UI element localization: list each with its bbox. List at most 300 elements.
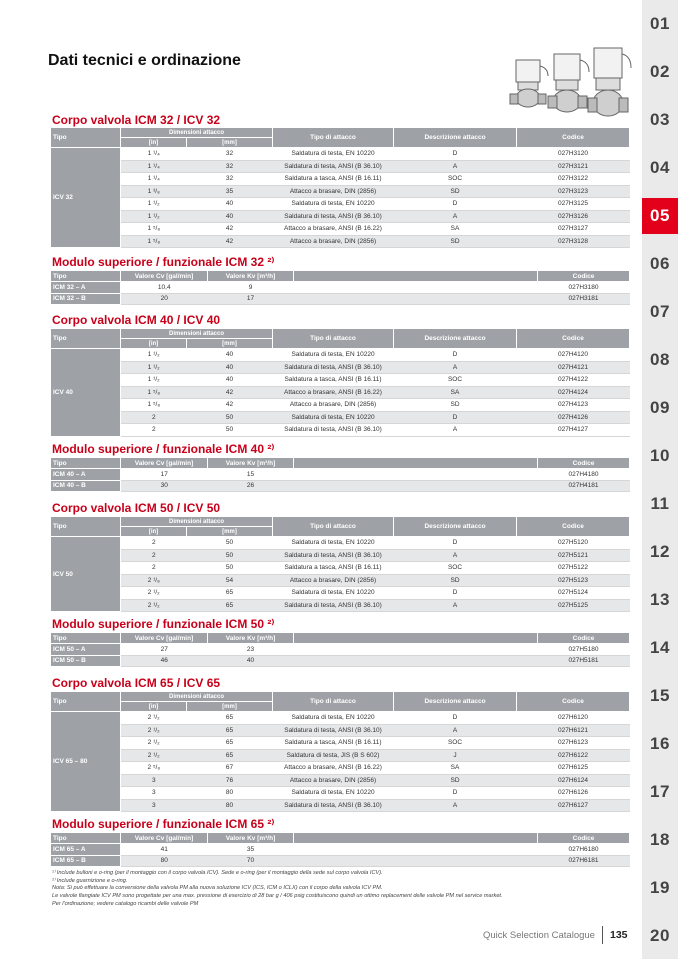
cell-desc: SOC <box>394 173 517 186</box>
cell-kv: 23 <box>208 644 294 656</box>
table-row <box>51 235 630 248</box>
section-title-mod50: Modulo superiore / funzionale ICM 50 ²⁾ <box>52 617 275 631</box>
col-header-kv: Valore Kv [m³/h] <box>208 271 294 282</box>
cell-codice: 027H4126 <box>517 411 630 424</box>
chapter-tab-15[interactable]: 15 <box>650 686 670 705</box>
cell-cv: 10,4 <box>121 282 208 294</box>
cell-attacco: Saldatura di testa, JIS (B S 602) <box>273 749 394 762</box>
cell-mm: 50 <box>187 537 273 550</box>
cell-blank <box>294 469 538 481</box>
cell-kv: 40 <box>208 655 294 667</box>
col-header-mm: [mm] <box>187 339 273 349</box>
table-row <box>51 210 630 223</box>
cell-mm: 54 <box>187 574 273 587</box>
col-header-tipo: Tipo <box>51 517 121 537</box>
cell-desc: D <box>394 411 517 424</box>
chapter-tab-19[interactable]: 19 <box>650 878 670 897</box>
cell-codice: 027H3180 <box>538 282 630 294</box>
row-type-label: ICV 65 – 80 <box>51 712 121 812</box>
cell-kv: 15 <box>208 469 294 481</box>
cell-desc: SOC <box>394 737 517 750</box>
col-header-tipo-attacco: Tipo di attacco <box>273 692 394 712</box>
cell-codice: 027H6125 <box>517 762 630 775</box>
col-header-codice: Codice <box>517 692 630 712</box>
chapter-tab-17[interactable]: 17 <box>650 782 670 801</box>
table-row <box>51 737 630 750</box>
cell-attacco: Attacco a brasare, DIN (2856) <box>273 774 394 787</box>
module-table-icm65 <box>50 832 630 867</box>
cell-desc: SD <box>394 235 517 248</box>
chapter-tab-18[interactable]: 18 <box>650 830 670 849</box>
cell-attacco: Attacco a brasare, DIN (2856) <box>273 399 394 412</box>
table-row <box>51 599 630 612</box>
cell-in: 2 ⁵/₈ <box>121 762 187 775</box>
chapter-tab-11[interactable]: 11 <box>650 494 670 513</box>
cell-mm: 50 <box>187 562 273 575</box>
module-table-icm50 <box>50 632 630 667</box>
cell-mm: 65 <box>187 712 273 725</box>
col-header-kv: Valore Kv [m³/h] <box>208 633 294 644</box>
row-type-label: ICV 32 <box>51 148 121 248</box>
cell-codice: 027H4121 <box>517 361 630 374</box>
cell-codice: 027H6127 <box>517 799 630 812</box>
cell-attacco: Attacco a brasare, ANSI (B 16.22) <box>273 223 394 236</box>
cell-desc: D <box>394 148 517 161</box>
col-header-blank <box>294 458 538 469</box>
cell-tipo: ICM 32 – B <box>51 293 121 305</box>
col-header-codice: Codice <box>538 458 630 469</box>
col-header-in: [in] <box>121 138 187 148</box>
page-number: 135 <box>610 929 628 941</box>
cell-mm: 42 <box>187 399 273 412</box>
header-row <box>51 692 630 702</box>
cell-in: 2 ¹/₈ <box>121 574 187 587</box>
cell-in: 1 ⁵/₈ <box>121 223 187 236</box>
table-row <box>51 374 630 387</box>
cell-in: 1 ¹/₂ <box>121 361 187 374</box>
section-title-mod32: Modulo superiore / funzionale ICM 32 ²⁾ <box>52 255 275 269</box>
cell-mm: 50 <box>187 424 273 437</box>
cell-tipo: ICM 65 – A <box>51 844 121 856</box>
cell-desc: A <box>394 210 517 223</box>
col-header-tipo: Tipo <box>51 458 121 469</box>
cell-attacco: Attacco a brasare, ANSI (B 16.22) <box>273 762 394 775</box>
chapter-tab-14[interactable]: 14 <box>650 638 670 657</box>
chapter-tab-06[interactable]: 06 <box>650 254 670 273</box>
col-header-descrizione: Descrizione attacco <box>394 128 517 148</box>
cell-codice: 027H4181 <box>538 480 630 492</box>
cell-mm: 42 <box>187 223 273 236</box>
cell-desc: SA <box>394 386 517 399</box>
table-row <box>51 386 630 399</box>
section-title-icm50: Corpo valvola ICM 50 / ICV 50 <box>52 501 221 515</box>
cell-codice: 027H3123 <box>517 185 630 198</box>
spec-table-icm65 <box>50 691 630 812</box>
section-title-mod40: Modulo superiore / funzionale ICM 40 ²⁾ <box>52 442 275 456</box>
cell-desc: SOC <box>394 562 517 575</box>
col-header-tipo-attacco: Tipo di attacco <box>273 517 394 537</box>
cell-desc: SD <box>394 574 517 587</box>
spec-table-icm40 <box>50 328 630 437</box>
table-row <box>51 549 630 562</box>
chapter-tab-02[interactable]: 02 <box>650 62 670 81</box>
cell-desc: J <box>394 749 517 762</box>
footnote-4: Le valvole flangiate ICV PM sono progettate per una max. pressione di esercizio di 28 bar g / 406 psig costituiscono quindi un ottimo replacement delle valvole PM nel service market. <box>52 893 503 900</box>
cell-in: 2 <box>121 562 187 575</box>
table-row <box>51 469 630 481</box>
cell-desc: D <box>394 787 517 800</box>
col-header-tipo: Tipo <box>51 329 121 349</box>
cell-in: 2 ¹/₂ <box>121 587 187 600</box>
cell-desc: SA <box>394 223 517 236</box>
cell-codice: 027H3127 <box>517 223 630 236</box>
table-row <box>51 787 630 800</box>
cell-attacco: Saldatura di testa, ANSI (B 36.10) <box>273 210 394 223</box>
cell-codice: 027H3120 <box>517 148 630 161</box>
section-title-icm65: Corpo valvola ICM 65 / ICV 65 <box>52 676 221 690</box>
col-header-in: [in] <box>121 527 187 537</box>
cell-attacco: Saldatura di testa, EN 10220 <box>273 349 394 362</box>
cell-codice: 027H3126 <box>517 210 630 223</box>
cell-mm: 40 <box>187 349 273 362</box>
cell-mm: 65 <box>187 737 273 750</box>
cell-codice: 027H5125 <box>517 599 630 612</box>
cell-codice: 027H3128 <box>517 235 630 248</box>
table-row <box>51 644 630 656</box>
header-row <box>51 271 630 282</box>
cell-mm: 40 <box>187 361 273 374</box>
table-row <box>51 537 630 550</box>
cell-mm: 65 <box>187 749 273 762</box>
cell-codice: 027H5123 <box>517 574 630 587</box>
chapter-tab-13[interactable]: 13 <box>650 590 670 609</box>
chapter-tab-01[interactable]: 01 <box>650 14 670 33</box>
section-title-icm32: Corpo valvola ICM 32 / ICV 32 <box>52 113 221 127</box>
table-row <box>51 587 630 600</box>
chapter-tab-12[interactable]: 12 <box>650 542 670 561</box>
cell-attacco: Saldatura di testa, EN 10220 <box>273 587 394 600</box>
cell-codice: 027H4127 <box>517 424 630 437</box>
cell-attacco: Saldatura di testa, EN 10220 <box>273 537 394 550</box>
cell-attacco: Saldatura di testa, EN 10220 <box>273 198 394 211</box>
col-header-in: [in] <box>121 702 187 712</box>
row-type-label: ICV 50 <box>51 537 121 612</box>
module-table-icm32 <box>50 270 630 305</box>
chapter-tab-05[interactable]: 05 <box>642 198 678 234</box>
cell-blank <box>294 282 538 294</box>
col-header-codice: Codice <box>538 833 630 844</box>
table-row <box>51 562 630 575</box>
col-header-cv: Valore Cv [gal/min] <box>121 271 208 282</box>
header-row <box>51 329 630 339</box>
cell-mm: 65 <box>187 724 273 737</box>
header-row <box>51 128 630 138</box>
cell-kv: 26 <box>208 480 294 492</box>
cell-mm: 35 <box>187 185 273 198</box>
col-header-cv: Valore Cv [gal/min] <box>121 633 208 644</box>
cell-attacco: Saldatura a tasca, ANSI (B 16.11) <box>273 562 394 575</box>
cell-in: 2 <box>121 411 187 424</box>
table-row <box>51 411 630 424</box>
cell-mm: 40 <box>187 210 273 223</box>
col-header-in: [in] <box>121 339 187 349</box>
cell-cv: 30 <box>121 480 208 492</box>
cell-cv: 27 <box>121 644 208 656</box>
cell-in: 3 <box>121 799 187 812</box>
cell-in: 1 ¹/₂ <box>121 349 187 362</box>
table-row <box>51 655 630 667</box>
cell-tipo: ICM 65 – B <box>51 855 121 867</box>
col-header-tipo: Tipo <box>51 128 121 148</box>
valve-medium <box>548 54 589 112</box>
cell-kv: 70 <box>208 855 294 867</box>
col-header-tipo-attacco: Tipo di attacco <box>273 128 394 148</box>
cell-desc: A <box>394 724 517 737</box>
cell-codice: 027H6181 <box>538 855 630 867</box>
chapter-tab-09[interactable]: 09 <box>650 398 670 417</box>
footer-separator <box>602 926 603 944</box>
row-type-label: ICV 40 <box>51 349 121 437</box>
col-header-codice: Codice <box>517 128 630 148</box>
cell-desc: SD <box>394 399 517 412</box>
cell-in: 2 <box>121 549 187 562</box>
cell-in: 2 ¹/₂ <box>121 737 187 750</box>
cell-tipo: ICM 40 – A <box>51 469 121 481</box>
col-header-tipo: Tipo <box>51 692 121 712</box>
cell-codice: 027H6121 <box>517 724 630 737</box>
cell-in: 2 ¹/₂ <box>121 749 187 762</box>
cell-attacco: Saldatura di testa, ANSI (B 36.10) <box>273 160 394 173</box>
cell-blank <box>294 655 538 667</box>
col-header-codice: Codice <box>517 329 630 349</box>
cell-mm: 40 <box>187 198 273 211</box>
cell-codice: 027H4122 <box>517 374 630 387</box>
table-row <box>51 223 630 236</box>
cell-codice: 027H3121 <box>517 160 630 173</box>
col-header-dimensioni: Dimensioni attacco <box>121 692 273 702</box>
col-header-descrizione: Descrizione attacco <box>394 517 517 537</box>
valve-large <box>588 48 631 116</box>
footer-catalogue-label: Quick Selection Catalogue <box>483 930 595 941</box>
cell-desc: D <box>394 349 517 362</box>
col-header-blank <box>294 833 538 844</box>
col-header-tipo: Tipo <box>51 271 121 282</box>
cell-tipo: ICM 40 – B <box>51 480 121 492</box>
cell-codice: 027H5121 <box>517 549 630 562</box>
cell-desc: D <box>394 537 517 550</box>
cell-codice: 027H4120 <box>517 349 630 362</box>
cell-codice: 027H5181 <box>538 655 630 667</box>
valve-product-image <box>508 46 633 124</box>
cell-codice: 027H6124 <box>517 774 630 787</box>
cell-blank <box>294 480 538 492</box>
cell-mm: 80 <box>187 799 273 812</box>
table-row <box>51 349 630 362</box>
table-row <box>51 712 630 725</box>
cell-attacco: Saldatura di testa, ANSI (B 36.10) <box>273 424 394 437</box>
cell-blank <box>294 844 538 856</box>
col-header-tipo: Tipo <box>51 833 121 844</box>
cell-desc: A <box>394 424 517 437</box>
cell-tipo: ICM 50 – A <box>51 644 121 656</box>
cell-cv: 46 <box>121 655 208 667</box>
cell-in: 1 ¹/₄ <box>121 148 187 161</box>
cell-mm: 67 <box>187 762 273 775</box>
cell-codice: 027H6180 <box>538 844 630 856</box>
cell-blank <box>294 855 538 867</box>
cell-desc: D <box>394 587 517 600</box>
cell-cv: 17 <box>121 469 208 481</box>
col-header-cv: Valore Cv [gal/min] <box>121 458 208 469</box>
cell-in: 1 ⁵/₈ <box>121 399 187 412</box>
cell-tipo: ICM 50 – B <box>51 655 121 667</box>
table-row <box>51 424 630 437</box>
col-header-codice: Codice <box>538 271 630 282</box>
chapter-tab-04[interactable]: 04 <box>650 158 670 177</box>
chapter-tab-07[interactable]: 07 <box>650 302 670 321</box>
cell-codice: 027H3181 <box>538 293 630 305</box>
cell-desc: SA <box>394 762 517 775</box>
cell-attacco: Saldatura a tasca, ANSI (B 16.11) <box>273 374 394 387</box>
cell-in: 3 <box>121 787 187 800</box>
col-header-dimensioni: Dimensioni attacco <box>121 128 273 138</box>
cell-mm: 40 <box>187 374 273 387</box>
chapter-tab-20[interactable]: 20 <box>650 926 670 945</box>
cell-codice: 027H4124 <box>517 386 630 399</box>
table-row <box>51 749 630 762</box>
cell-in: 2 <box>121 424 187 437</box>
cell-attacco: Attacco a brasare, DIN (2856) <box>273 574 394 587</box>
cell-in: 2 <box>121 537 187 550</box>
cell-attacco: Saldatura a tasca, ANSI (B 16.11) <box>273 737 394 750</box>
chapter-tab-08[interactable]: 08 <box>650 350 670 369</box>
cell-desc: D <box>394 198 517 211</box>
footnote-5: Per l'ordinazione; vedere catalogo ricambi delle valvole PM <box>52 900 199 907</box>
cell-attacco: Saldatura di testa, EN 10220 <box>273 411 394 424</box>
cell-tipo: ICM 32 – A <box>51 282 121 294</box>
cell-mm: 65 <box>187 587 273 600</box>
cell-in: 1 ⁵/₈ <box>121 235 187 248</box>
cell-desc: A <box>394 799 517 812</box>
table-row <box>51 724 630 737</box>
header-row <box>51 633 630 644</box>
col-header-tipo: Tipo <box>51 633 121 644</box>
col-header-codice: Codice <box>538 633 630 644</box>
section-title-mod65: Modulo superiore / funzionale ICM 65 ²⁾ <box>52 817 275 831</box>
cell-kv: 17 <box>208 293 294 305</box>
cell-blank <box>294 644 538 656</box>
spec-table-icm50 <box>50 516 630 612</box>
table-row <box>51 282 630 294</box>
cell-attacco: Saldatura di testa, ANSI (B 36.10) <box>273 724 394 737</box>
table-row <box>51 399 630 412</box>
cell-kv: 9 <box>208 282 294 294</box>
chapter-tab-10[interactable]: 10 <box>650 446 670 465</box>
cell-in: 1 ⁵/₈ <box>121 386 187 399</box>
cell-mm: 32 <box>187 160 273 173</box>
cell-codice: 027H6122 <box>517 749 630 762</box>
col-header-mm: [mm] <box>187 138 273 148</box>
cell-attacco: Attacco a brasare, ANSI (B 16.22) <box>273 386 394 399</box>
cell-codice: 027H6123 <box>517 737 630 750</box>
footnote-1: ¹⁾ Include bulloni e o-ring (per il montaggio con il corpo valvola ICV). Sede e o-ring (per il montaggio della sede sul corpo valvola ICV). <box>52 870 383 876</box>
page-title: Dati tecnici e ordinazione <box>48 52 241 69</box>
cell-in: 1 ¹/₂ <box>121 198 187 211</box>
cell-mm: 42 <box>187 235 273 248</box>
cell-attacco: Saldatura di testa, ANSI (B 36.10) <box>273 361 394 374</box>
cell-desc: SD <box>394 185 517 198</box>
table-row <box>51 198 630 211</box>
col-header-tipo-attacco: Tipo di attacco <box>273 329 394 349</box>
footnote-2: ²⁾ Include guarnizione e o-ring. <box>52 877 128 884</box>
cell-codice: 027H5180 <box>538 644 630 656</box>
cell-attacco: Saldatura di testa, ANSI (B 36.10) <box>273 799 394 812</box>
col-header-mm: [mm] <box>187 702 273 712</box>
footnote-3: Nota: Si può effettuare la conversione della valvola PM alla nuova soluzione ICV (ICS, ICM o ICLX) con il corpo della valvola ICV PM. <box>52 885 383 892</box>
header-row <box>51 517 630 527</box>
cell-codice: 027H3122 <box>517 173 630 186</box>
cell-desc: A <box>394 549 517 562</box>
table-row <box>51 844 630 856</box>
cell-attacco: Saldatura di testa, EN 10220 <box>273 148 394 161</box>
col-header-dimensioni: Dimensioni attacco <box>121 329 273 339</box>
cell-codice: 027H4180 <box>538 469 630 481</box>
cell-codice: 027H4123 <box>517 399 630 412</box>
table-row <box>51 480 630 492</box>
cell-in: 1 ¹/₂ <box>121 374 187 387</box>
col-header-dimensioni: Dimensioni attacco <box>121 517 273 527</box>
table-row <box>51 293 630 305</box>
cell-in: 1 ¹/₄ <box>121 173 187 186</box>
table-row <box>51 160 630 173</box>
cell-mm: 65 <box>187 599 273 612</box>
cell-mm: 80 <box>187 787 273 800</box>
cell-in: 1 ¹/₄ <box>121 160 187 173</box>
cell-desc: A <box>394 160 517 173</box>
cell-codice: 027H5120 <box>517 537 630 550</box>
cell-mm: 42 <box>187 386 273 399</box>
cell-desc: SD <box>394 774 517 787</box>
table-row <box>51 774 630 787</box>
header-row <box>51 458 630 469</box>
col-header-codice: Codice <box>517 517 630 537</box>
cell-attacco: Saldatura di testa, EN 10220 <box>273 787 394 800</box>
col-header-kv: Valore Kv [m³/h] <box>208 458 294 469</box>
cell-codice: 027H6126 <box>517 787 630 800</box>
cell-codice: 027H6120 <box>517 712 630 725</box>
table-row <box>51 799 630 812</box>
cell-desc: D <box>394 712 517 725</box>
cell-in: 2 ¹/₂ <box>121 724 187 737</box>
spec-table-icm32 <box>50 127 630 248</box>
col-header-kv: Valore Kv [m³/h] <box>208 833 294 844</box>
cell-blank <box>294 293 538 305</box>
table-row <box>51 855 630 867</box>
table-row <box>51 148 630 161</box>
col-header-descrizione: Descrizione attacco <box>394 329 517 349</box>
cell-desc: A <box>394 599 517 612</box>
chapter-tab-16[interactable]: 16 <box>650 734 670 753</box>
col-header-descrizione: Descrizione attacco <box>394 692 517 712</box>
chapter-tab-03[interactable]: 03 <box>650 110 670 129</box>
cell-kv: 35 <box>208 844 294 856</box>
chapter-sidebar <box>642 0 678 959</box>
valve-small <box>510 60 548 107</box>
col-header-cv: Valore Cv [gal/min] <box>121 833 208 844</box>
col-header-blank <box>294 633 538 644</box>
table-row <box>51 173 630 186</box>
cell-cv: 20 <box>121 293 208 305</box>
